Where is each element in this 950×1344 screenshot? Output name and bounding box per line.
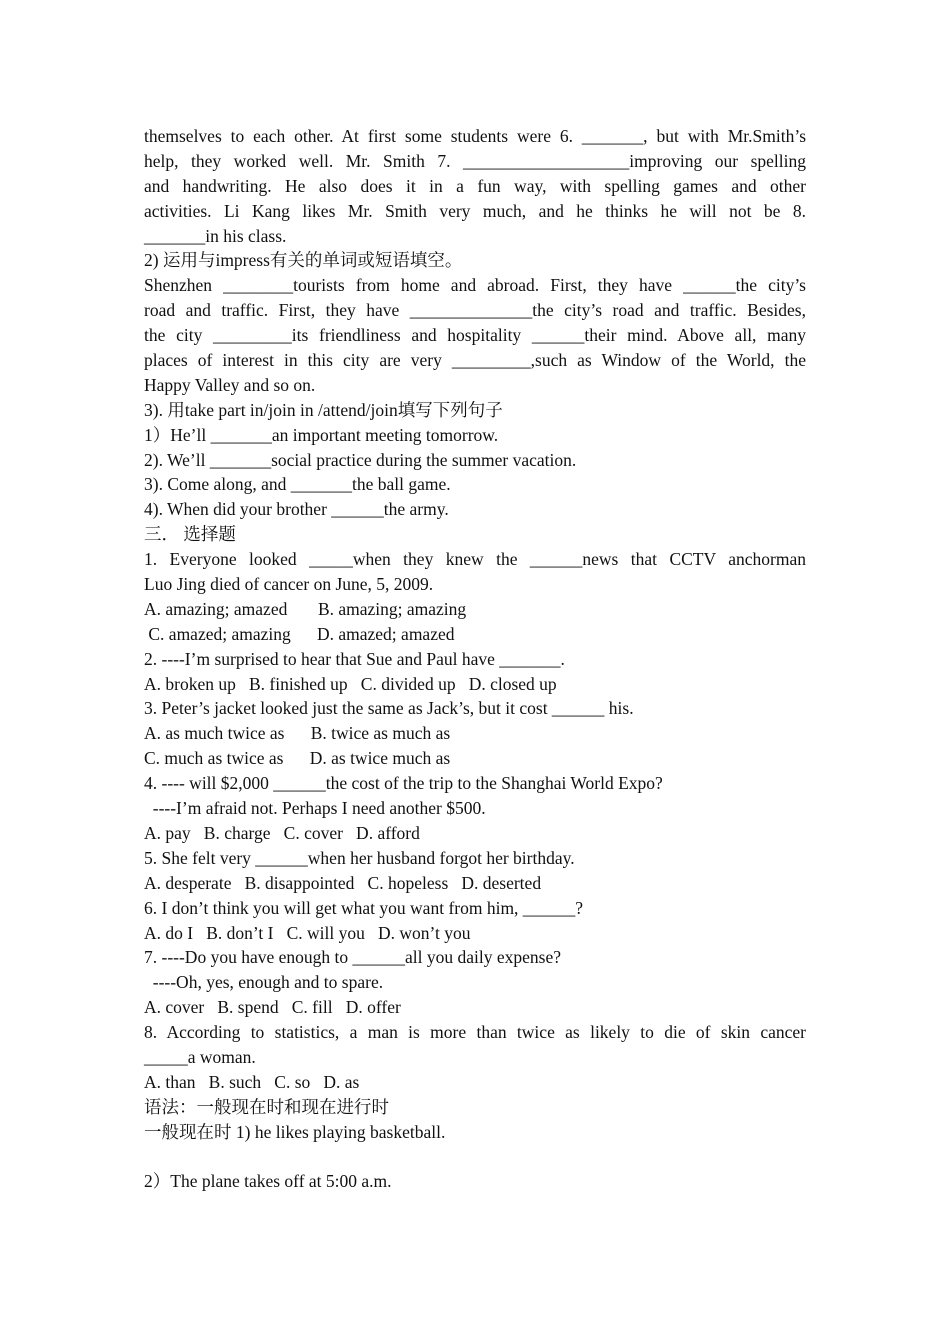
text-line: 6. I don’t think you will get what you want from him, ______?: [144, 897, 584, 918]
text-line: 2. ----I’m surprised to hear that Sue and Paul have _______.: [144, 648, 565, 669]
document-page: [144, 124, 806, 1194]
text-line: themselves to each other. At first some students were 6. _______, but with Mr.Smith’s: [144, 126, 806, 146]
text-line: 3. Peter’s jacket looked just the same as Jack’s, but it cost ______ his.: [144, 698, 634, 719]
text-line: 1. Everyone looked _____when they knew the ______news that CCTV anchorman: [144, 549, 806, 570]
text-line: help, they worked well. Mr. Smith 7. ___________________improving our spelling: [144, 150, 806, 171]
text-line: 2). We’ll _______social practice during the summer vacation.: [144, 449, 577, 470]
text-line: _____a woman.: [144, 1046, 256, 1067]
text-line: A. pay B. charge C. cover D. afford: [144, 822, 420, 843]
text-line: 2) 运用与impress有关的单词或短语填空。: [144, 250, 463, 271]
text-line: A. do I B. don’t I C. will you D. won’t you: [144, 922, 471, 943]
text-line: Shenzhen ________tourists from home and abroad. First, they have ______the city’s: [144, 275, 806, 296]
text-line: 1）He’ll _______an important meeting tomorrow.: [144, 424, 499, 445]
text-line: activities. Li Kang likes Mr. Smith very much, and he thinks he will not be 8.: [144, 200, 806, 221]
text-line: road and traffic. First, they have ______________the city’s road and traffic. Besides,: [144, 300, 806, 321]
text-line: A. cover B. spend C. fill D. offer: [144, 997, 401, 1018]
document-text-body: [144, 124, 806, 1194]
text-line: A. desperate B. disappointed C. hopeless D. deserted: [144, 872, 542, 893]
text-line: 3). Come along, and _______the ball game.: [144, 474, 451, 495]
text-line: 一般现在时 1) he likes playing basketball.: [144, 1121, 446, 1142]
text-line: A. broken up B. finished up C. divided up D. closed up: [144, 673, 557, 694]
text-line: 三． 选择题: [144, 524, 236, 545]
text-line: and handwriting. He also does it in a fun way, with spelling games and other: [144, 175, 806, 196]
text-line: A. than B. such C. so D. as: [144, 1071, 360, 1092]
text-line: 4. ---- will $2,000 ______the cost of the trip to the Shanghai World Expo?: [144, 773, 663, 794]
text-line: 7. ----Do you have enough to ______all you daily expense?: [144, 947, 561, 968]
text-line: 语法：一般现在时和现在进行时: [144, 1096, 389, 1117]
text-line: C. amazed; amazing D. amazed; amazed: [144, 623, 455, 644]
text-line: 8. According to statistics, a man is more than twice as likely to die of skin cancer: [144, 1022, 806, 1043]
text-line: Luo Jing died of cancer on June, 5, 2009.: [144, 574, 434, 595]
text-line: _______in his class.: [144, 225, 287, 246]
text-line: Happy Valley and so on.: [144, 374, 316, 395]
text-line: ----I’m afraid not. Perhaps I need another $500.: [144, 798, 486, 819]
text-line: A. as much twice as B. twice as much as: [144, 723, 451, 744]
text-line: 4). When did your brother ______the army.: [144, 499, 449, 520]
text-line: 5. She felt very ______when her husband forgot her birthday.: [144, 847, 575, 868]
text-line: places of interest in this city are very _________,such as Window of the World, the: [144, 350, 806, 371]
blank-line: [144, 1145, 806, 1170]
text-line: C. much as twice as D. as twice much as: [144, 748, 451, 769]
text-line: A. amazing; amazed B. amazing; amazing: [144, 598, 467, 619]
text-line: 3). 用take part in/join in /attend/join填写下列句子: [144, 399, 503, 420]
text-line: 2）The plane takes off at 5:00 a.m.: [144, 1171, 392, 1192]
text-line: ----Oh, yes, enough and to spare.: [144, 972, 384, 993]
text-line: the city _________its friendliness and hospitality ______their mind. Above all, many: [144, 325, 806, 346]
